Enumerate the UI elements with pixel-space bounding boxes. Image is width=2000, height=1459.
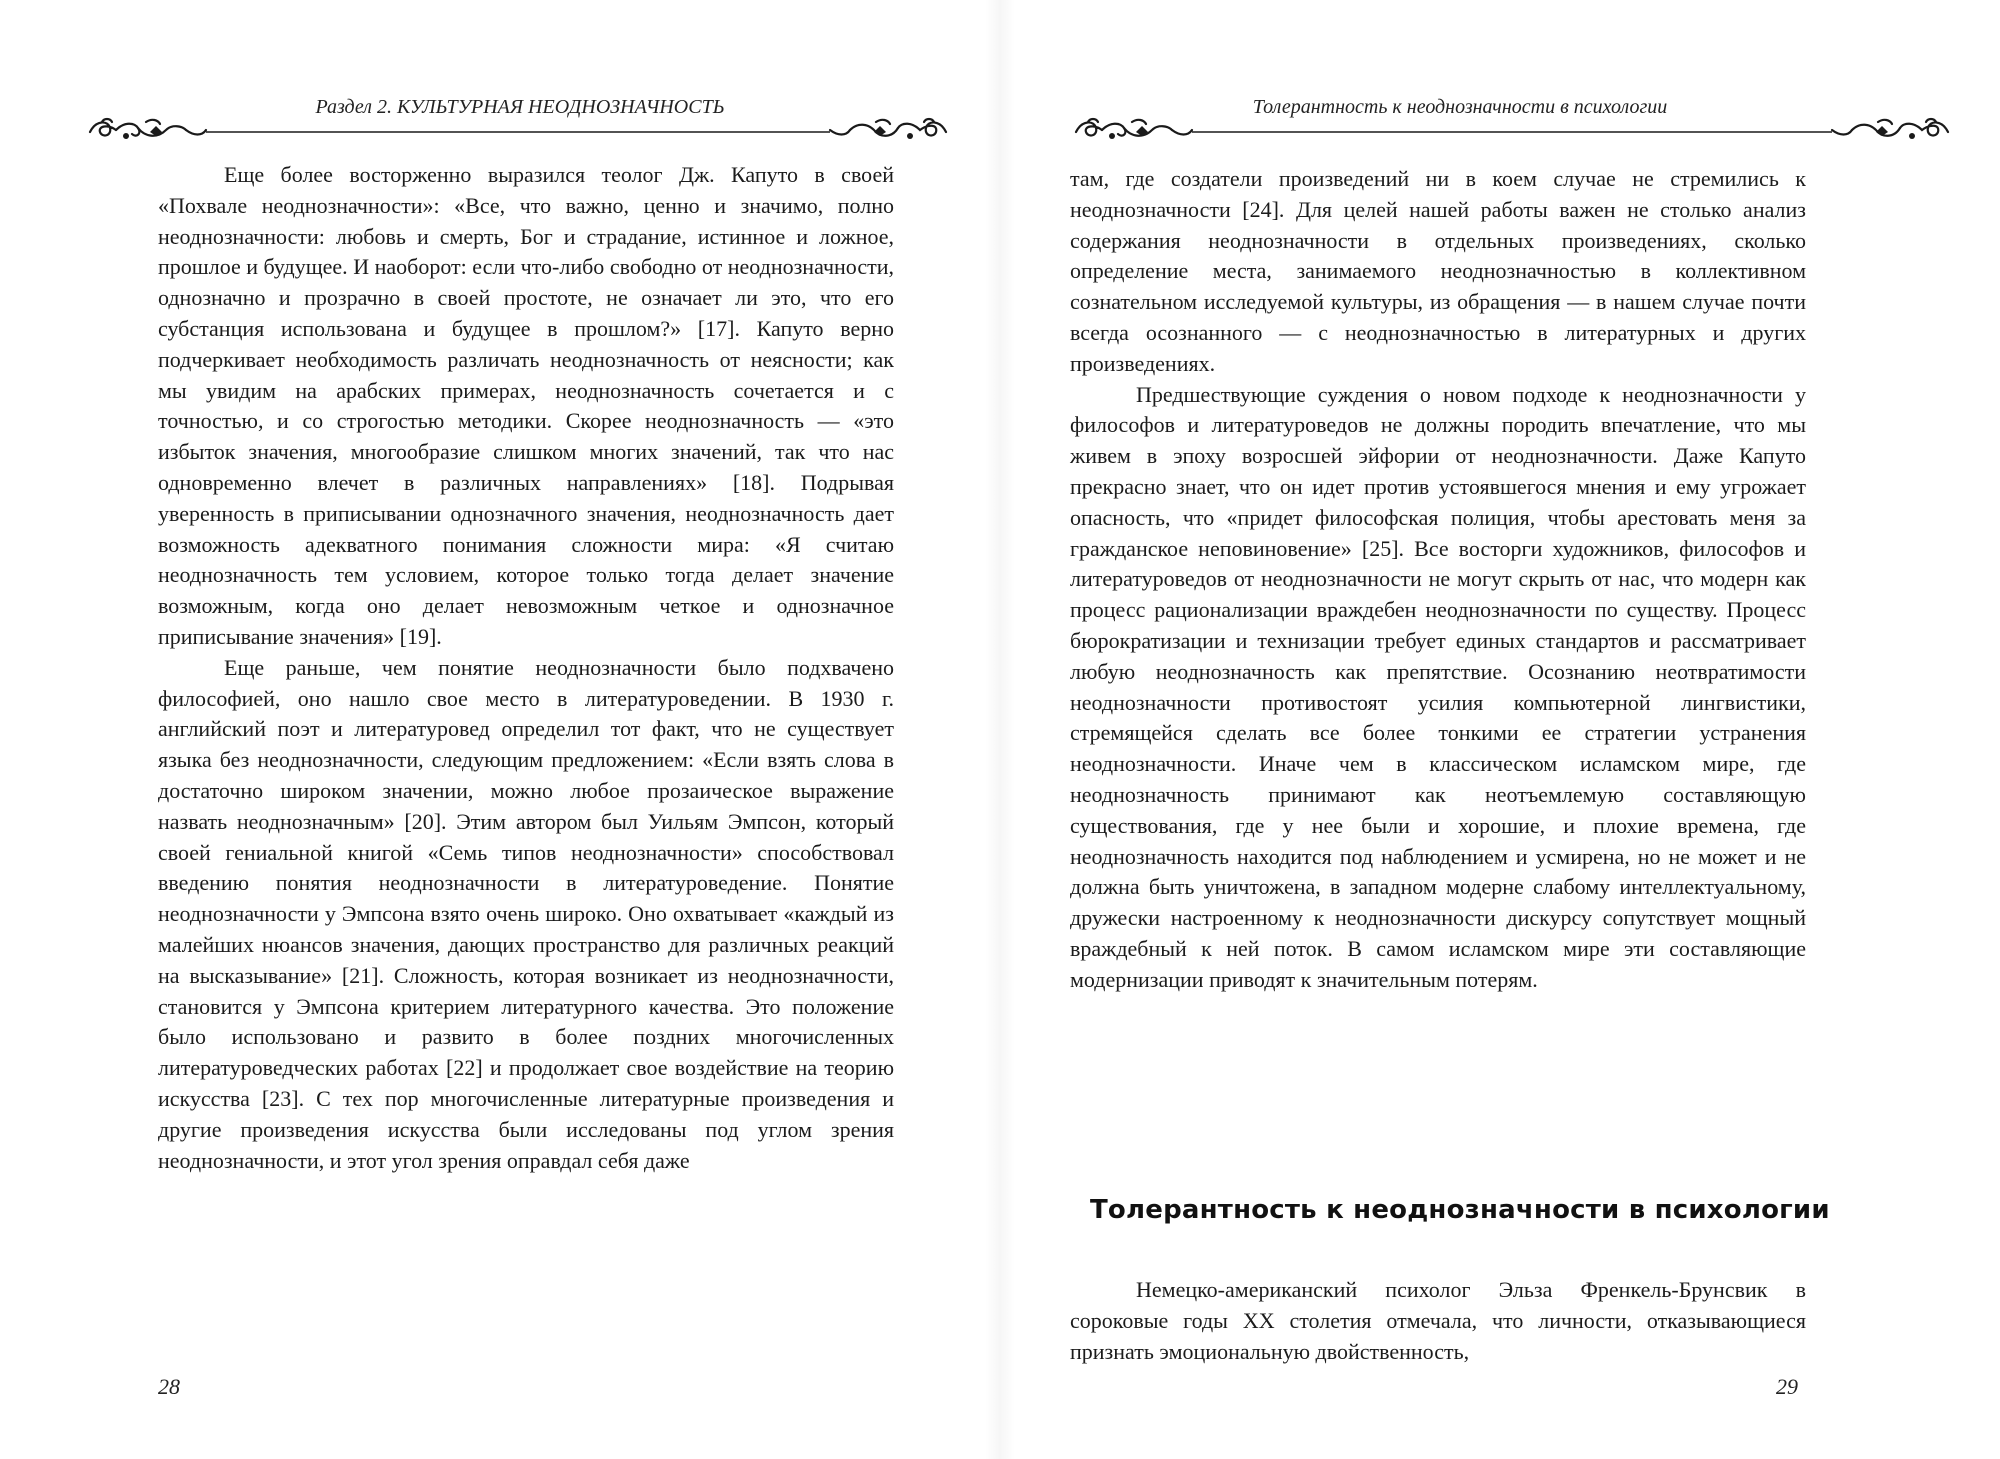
right-header-ornament-icon [1072, 116, 1952, 144]
left-header-ornament-icon [86, 116, 950, 144]
page-number-left: 28 [158, 1374, 180, 1399]
right-running-head: Толерантность к неоднозначности в психологии [1252, 96, 1668, 118]
paragraph: Еще раньше, чем понятие неоднозначности было подхвачено философией, оно нашло свое место в литературоведении. В 1930 г. английский поэт и литературовед определил тот факт, что не существует языка без неоднозначности, следующим предложением: «Если взять слова в достаточно широком значении, можно любое прозаическое выражение назвать неоднозначным» [20]. Этим автором был Уильям Эмпсон, который своей гениальной книгой «Семь типов неоднозначности» способствовал введению понятия неоднозначности в литературоведение. Понятие неоднозначности у Эмпсона взято очень широко. Оно охватывает «каждый из малейших нюансов значения, дающих пространство для различных реакций на высказывание» [21]. Сложность, которая возникает из неоднозначности, становится у Эмпсона критерием литературного качества. Это положение было использовано и развито в более поздних многочисленных литературоведческих работах [22] и продолжает свое воздействие на теорию искусства [23]. С тех пор многочисленные литературные произведения и другие произведения искусства были исследованы под углом зрения неоднозначности, и этот угол зрения оправдал себя даже [158, 654, 894, 1173]
paragraph: там, где создатели произведений ни в коем случае не стремились к неоднозначности [24]. Для целей нашей работы важен не столько анализ содержания неоднозначности в отдельных произведениях, сколько определение места, занимаемого неоднозначностью в коллективном сознательном исследуемой культуры, из обращения — в нашем случае почти всегда осознанного — с неоднозначностью в литературных и других произведениях. [1070, 166, 1806, 376]
right-page [1000, 0, 2000, 1459]
page-number-right: 29 [1776, 1374, 1798, 1399]
paragraph: Немецко-американский психолог Эльза Френкель-Брунсвик в сороковые годы XX столетия отмечала, что личности, отказывающиеся признать эмоциональную двойственность, [1070, 1277, 1806, 1364]
section-heading: Толерантность к неоднозначности в психологии [1090, 1195, 1830, 1225]
paragraph: Предшествующие суждения о новом подходе к неоднозначности у философов и литературоведов не должны породить впечатление, что мы живем в эпоху возросшей эйфории от неоднозначности. Даже Капуто прекрасно знает, что он идет против устоявшегося мнения и ему угрожает опасность, что «придет философская полиция, чтобы арестовать меня за гражданское неповиновение» [25]. Все восторги художников, философов и литературоведов от неоднозначности не могут скрыть от нас, что модерн как процесс рационализации враждебен неоднозначности по существу. Процесс бюрократизации и технизации требует единых стандартов и рассматривает любую неоднозначность как препятствие. Осознанию неотвратимости неоднозначности противостоят усилия компьютерной лингвистики, стремящейся сделать все более тонкими ее стратегии устранения неоднозначности. Иначе чем в классическом исламском мире, где неоднозначность принимают как неотъемлемую составляющую существования, где у нее были и хорошие, и плохие времена, где неоднозначность находится под наблюдением и усмирена, но не может и не должна быть уничтожена, в западном модерне слабому интеллектуальному, дружески настроенному к неоднозначности дискурсу сопутствует мощный враждебный к ней поток. В самом исламском мире эти составляющие модернизации приводят к значительным потерям. [1070, 381, 1806, 992]
right-page-body [1070, 164, 1806, 996]
left-running-head: Раздел 2. КУЛЬТУРНАЯ НЕОДНОЗНАЧНОСТЬ [315, 96, 725, 118]
left-page-body [158, 160, 894, 1176]
paragraph: Еще более восторженно выразился теолог Дж. Капуто в своей «Похвале неоднозначности»: «Все, что важно, ценно и значимо, полно неоднозначности: любовь и смерть, Бог и страдание, истинное и ложное, прошлое и будущее. И наоборот: если что-либо свободно от неоднозначности, однозначно и прозрачно в своей простоте, не означает ли это, что его субстанция использована и будущее в прошлом?» [17]. Капуто верно подчеркивает необходимость различать неоднозначность от неясности; как мы увидим на арабских примерах, неоднозначность сочетается и с точностью, и со строгостью методики. Скорее неоднозначность — «это избыток значения, многообразие слишком многих значений, так что нас одновременно влечет в различных направлениях» [18]. Подрывая уверенность в приписывании однозначного значения, неоднозначность дает возможность адекватного понимания сложности мира: «Я считаю неоднозначность тем условием, которое только тогда делает значение возможным, когда оно делает невозможным четкое и однозначное приписывание значения» [19]. [158, 162, 894, 649]
section-body [1070, 1275, 1806, 1367]
